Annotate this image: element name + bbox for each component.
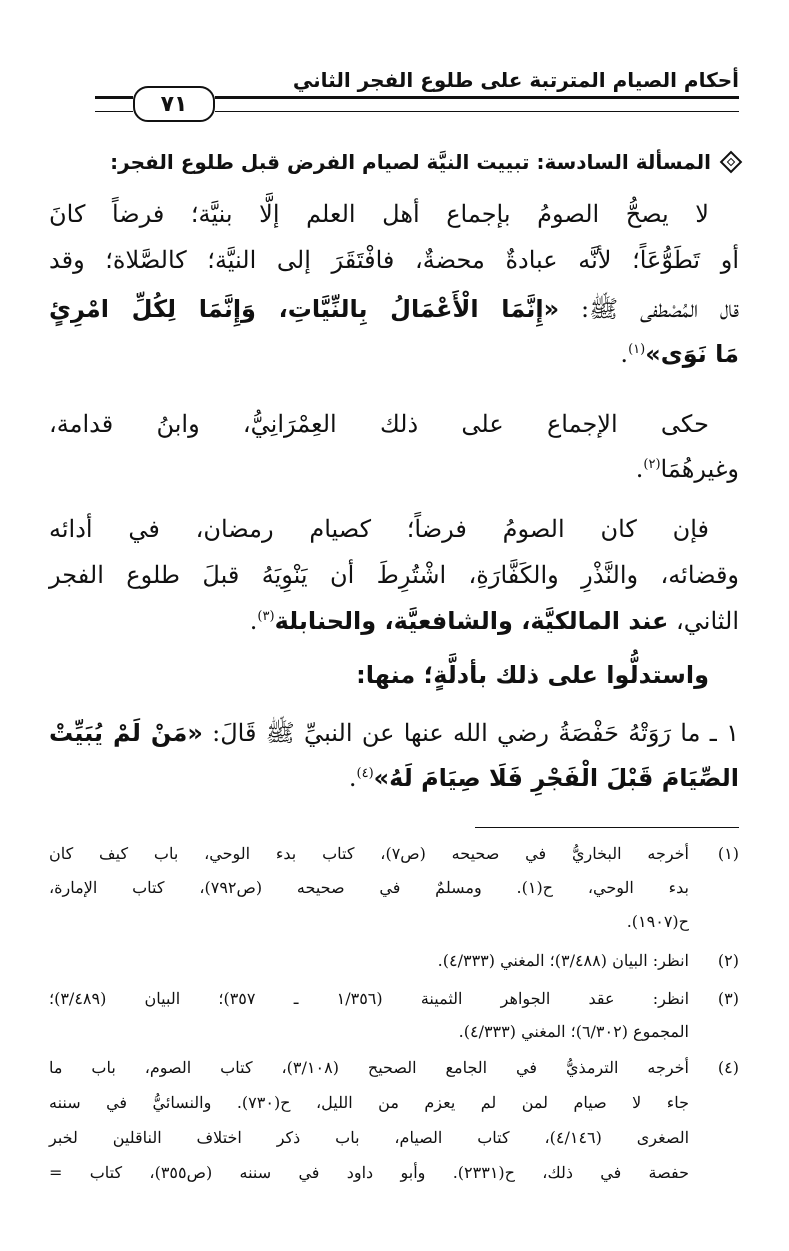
footnote-text: أخرجه الترمذيُّ في الجامع الصحيح (٣/١٠٨)، كتاب الصوم، باب ما: [49, 1058, 690, 1077]
hadith-quote: مَا نَوَى»: [645, 340, 739, 368]
text-run: وغيرهُمَا: [660, 455, 739, 483]
footnote-line: حفصة في ذلك، ح(٢٣٣١). وأبو داود في سننه (ص٣٥٥)، كتاب =: [49, 1163, 689, 1182]
hadith-quote: «إِنَّمَا الْأَعْمَالُ بِالنِّيَّاتِ، وَإِنَّمَا لِكُلِّ امْرِئٍ: [49, 295, 560, 323]
running-title: أحكام الصيام المترتبة على طلوع الفجر الثاني: [292, 68, 739, 92]
footnote-ref: (١): [628, 342, 646, 357]
paragraph-line: [49, 294, 739, 329]
paragraph-line: [49, 607, 739, 635]
footnote-line: [49, 989, 739, 1008]
text-run: .: [620, 340, 629, 368]
footnote-text: انظر: عقد الجواهر الثمينة (١/٣٥٦ ـ ٣٥٧)؛ البيان (٣/٤٨٩)؛: [49, 989, 690, 1008]
text-run: الثاني،: [668, 607, 739, 635]
footnote-ref: (٢): [643, 457, 661, 472]
footnote-line: بدء الوحي، ح(١). ومسلمٌ في صحيحه (ص٧٩٢)، كتاب الإمارة،: [49, 878, 689, 897]
page-number-text: ٧١: [160, 91, 188, 117]
paragraph-line: [49, 718, 739, 753]
paragraph-line: [49, 764, 739, 792]
footnote-number: (٢): [717, 951, 739, 970]
footnote-line: [49, 951, 739, 970]
footnote-ref: (٤): [356, 766, 374, 781]
hadith-quote: الصِّيَامَ قَبْلَ الْفَجْرِ فَلَا صِيَامَ لَهُ»: [373, 764, 739, 792]
footnote-separator: [475, 827, 739, 828]
footnote-line: الصغرى (٤/١٤٦)، كتاب الصيام، باب ذكر اختلاف الناقلين لخبر: [49, 1128, 690, 1147]
madhhab-list: عند المالكيَّة، والشافعيَّة، والحنابلة: [274, 607, 669, 635]
footnote-line: المجموع (٦/٣٠٢)؛ المغني (٤/٣٣٣).: [458, 1022, 689, 1041]
footnote-line: [49, 1058, 739, 1077]
paragraph-line: لا يصحُّ الصومُ بإجماع أهل العلم إلَّا بنيَّة؛ فرضاً كانَ: [49, 200, 709, 228]
paragraph-line: واستدلُّوا على ذلك بأدلَّةٍ؛ منها:: [356, 661, 709, 689]
footnote-line: ح(١٩٠٧).: [626, 912, 689, 931]
footnote-number: (٤): [717, 1058, 740, 1077]
paragraph-line: أو تَطَوُّعَاً؛ لأنَّه عبادةٌ محضةٌ، فافْتَقَرَ إلى النيَّة؛ كالصَّلاة؛ وقد: [49, 246, 739, 274]
text-run: .: [635, 455, 644, 483]
text-run: ١ ـ ما رَوَتْهُ حَفْصَةُ رضي الله عنها عن النبيِّ ﷺ قَالَ:: [202, 719, 739, 747]
diamond-bullet-icon: [720, 150, 743, 173]
footnote-text: أخرجه البخاريُّ في صحيحه (ص٧)، كتاب بدء الوحي، باب كيف كان: [49, 844, 690, 863]
paragraph-line: [49, 455, 739, 483]
paragraph-line: وقضائه، والنَّذْرِ والكَفَّارَةِ، اشْتُرِطَ أن يَنْوِيَهُ قبلَ طلوع الفجر: [49, 561, 739, 589]
section-heading: [89, 150, 739, 174]
paragraph-line: فإن كان الصومُ فرضاً؛ كصيام رمضان، في أدائه: [49, 515, 709, 543]
footnote-line: [49, 844, 739, 863]
footnote-text: انظر: البيان (٣/٤٨٨)؛ المغني (٤/٣٣٣).: [437, 951, 689, 970]
footnote-number: (٣): [717, 989, 740, 1008]
hadith-quote: «مَنْ لَمْ يُبَيِّتْ: [49, 719, 203, 747]
header-rule-short: [95, 96, 133, 112]
footnote-ref: (٣): [257, 609, 275, 624]
footnote-number: (١): [717, 844, 740, 863]
paragraph-line: حكى الإجماع على ذلك العِمْرَانِيُّ، وابنُ قدامة،: [49, 410, 709, 438]
section-heading-text: المسألة السادسة: تبييت النيَّة لصيام الفرض قبل طلوع الفجر:: [110, 150, 711, 174]
page-number: [133, 86, 215, 122]
text-run: .: [249, 607, 258, 635]
footnote-line: جاء لا صيام لمن لم يعزم من الليل، ح(٧٣٠). والنسائيُّ في سننه: [49, 1093, 690, 1112]
text-run: قال المُصْطفى ﷺ:: [559, 295, 739, 323]
header-rule: [215, 96, 739, 112]
text-run: .: [348, 764, 357, 792]
paragraph-line: [49, 340, 739, 368]
